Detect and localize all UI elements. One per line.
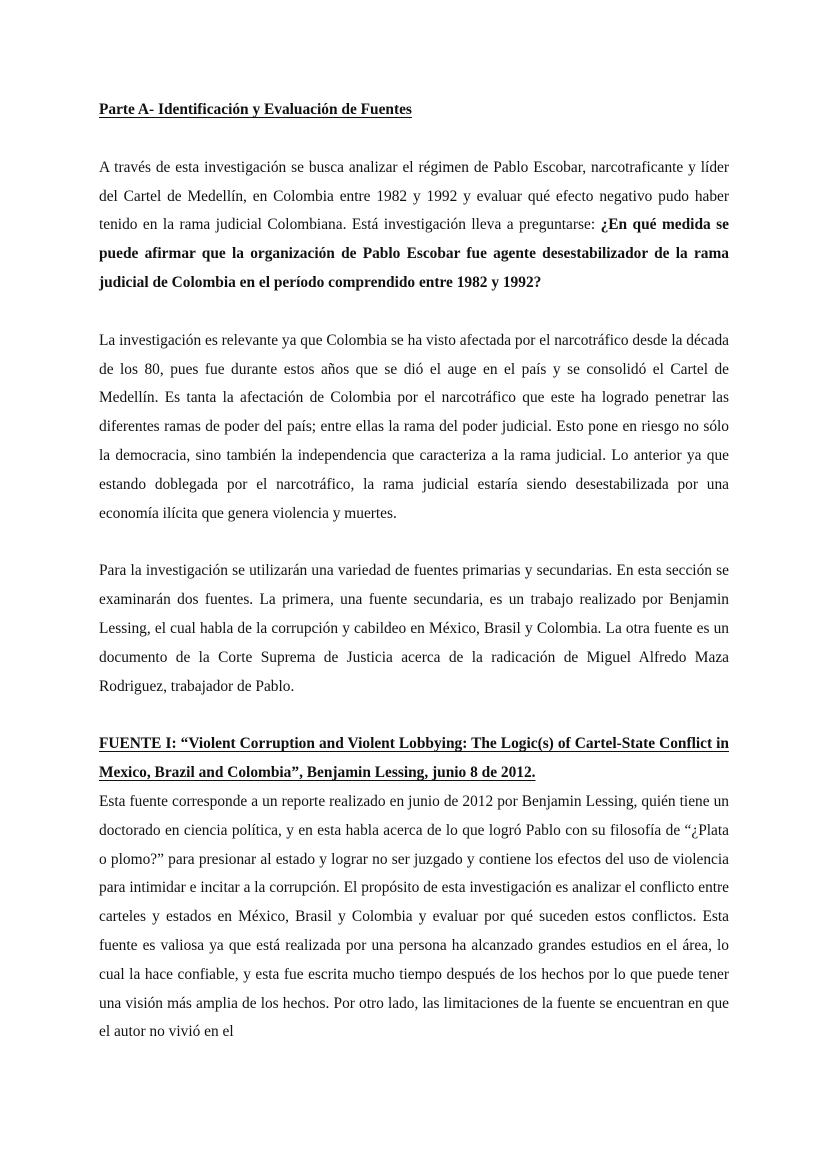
research-question: ¿En qué medida se puede afirmar que la organización de Pablo Escobar fue agente desestabilizador de la rama judicial de Colombia en el período comprendido entre 1982 y 1992? (99, 216, 730, 291)
section-heading: Parte A- Identificación y Evaluación de Fuentes (99, 101, 412, 118)
document-page (99, 96, 729, 1047)
intro-paragraph (99, 154, 729, 298)
sources-intro-paragraph: Para la investigación se utilizarán una variedad de fuentes primarias y secundarias. En esta sección se examinarán dos fuentes. La primera, una fuente secundaria, es un trabajo realizado por Benjamin Lessing, el cual habla de la corrupción y cabildeo en México, Brasil y Colombia. La otra fuente es un documento de la Corte Suprema de Justicia acerca de la radicación de Miguel Alfredo Maza Rodriguez, trabajador de Pablo. (99, 562, 729, 695)
fuente-1-title: FUENTE I: “Violent Corruption and Violent Lobbying: The Logic(s) of Cartel-State Conflict in Mexico, Brazil and Colombia”, Benjamin Lessing, junio 8 de 2012. (99, 735, 729, 782)
intro-text: A través de esta investigación se busca analizar el régimen de Pablo Escobar, narcotraficante y líder del Cartel de Medellín, en Colombia entre 1982 y 1992 y evaluar qué efecto negativo pudo haber tenido en la rama judicial Colombiana. Está investigación lleva a preguntarse: (99, 158, 729, 234)
fuente-1-body: Esta fuente corresponde a un reporte realizado en junio de 2012 por Benjamin Lessing, quién tiene un doctorado en ciencia política, y en esta habla acerca de lo que logró Pablo con su filosofía de “¿Plata o plomo?” para presionar al estado y lograr no ser juzgado y contiene los efectos del uso de violencia para intimidar e incitar a la corrupción. El propósito de esta investigación es analizar el conflicto entre carteles y estados en México, Brasil y Colombia y evaluar por qué suceden estos conflictos. Esta fuente es valiosa ya que está realizada por una persona ha alcanzado grandes estudios en el área, lo cual la hace confiable, y esta fue escrita mucho tiempo después de los hechos por lo que puede tener una visión más amplia de los hechos. Por otro lado, las limitaciones de la fuente se encuentran en que el autor no vivió en el (99, 792, 729, 1041)
relevance-paragraph: La investigación es relevante ya que Colombia se ha visto afectada por el narcotráfico desde la década de los 80, pues fue durante estos años que se dió el auge en el país y se consolidó el Cartel de Medellín. Es tanta la afectación de Colombia por el narcotráfico que este ha logrado penetrar las diferentes ramas de poder del país; entre ellas la rama del poder judicial. Esto pone en riesgo no sólo la democracia, sino también la independencia que caracteriza a la rama judicial. Lo anterior ya que estando doblegada por el narcotráfico, la rama judicial estaría siendo desestabilizada por una economía ilícita que genera violencia y muertes. (99, 331, 729, 522)
